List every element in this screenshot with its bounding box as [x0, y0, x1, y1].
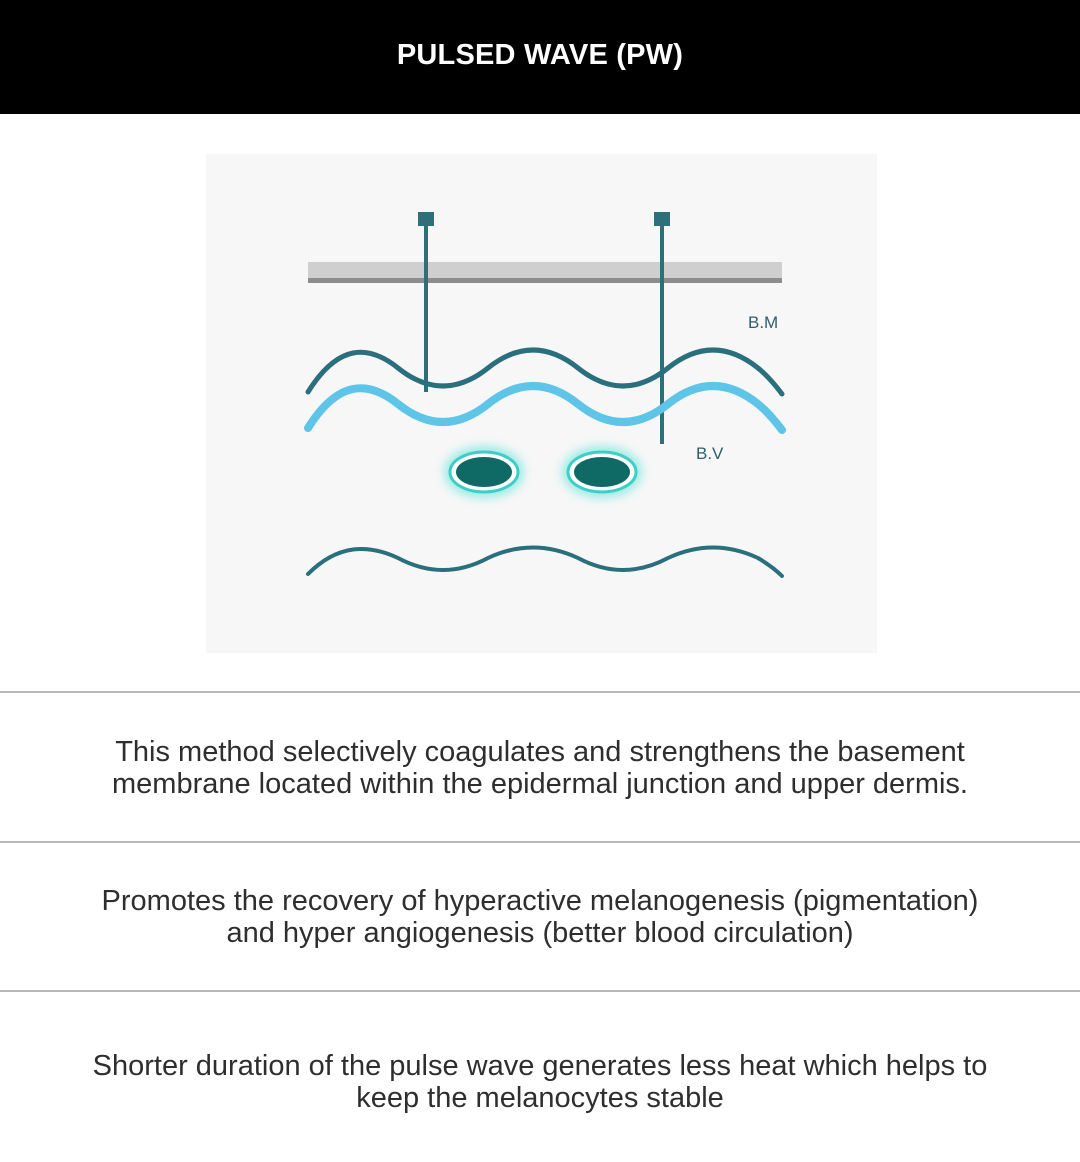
paragraph-3 [40, 1050, 1040, 1114]
paragraph-1 [40, 736, 1040, 800]
page-title: PULSED WAVE (PW) [396, 38, 684, 71]
blood-vessel-right [562, 446, 642, 498]
divider-3 [0, 990, 1080, 992]
paragraph-1-line-1: This method selectively coagulates and strengthens the basement [115, 736, 965, 768]
epidermis-layer-bar [308, 262, 782, 280]
label-bm: B.M [748, 313, 779, 332]
label-bv: B.V [696, 444, 724, 463]
paragraph-2 [40, 885, 1040, 949]
epidermis-layer-edge [308, 278, 782, 283]
paragraph-2-line-2: and hyper angiogenesis (better blood circulation) [226, 917, 854, 949]
blood-vessel-wave [308, 386, 782, 430]
dermis-wave [308, 548, 782, 577]
paragraph-3-line-2: keep the melanocytes stable [356, 1082, 724, 1114]
header-bar [0, 0, 1080, 114]
needle-left [418, 212, 434, 392]
divider-1 [0, 691, 1080, 693]
diagram-svg [206, 154, 877, 653]
paragraph-2-line-1: Promotes the recovery of hyperactive melanogenesis (pigmentation) [101, 885, 979, 917]
paragraph-3-line-1: Shorter duration of the pulse wave generates less heat which helps to [92, 1050, 988, 1082]
blood-vessel-left [444, 446, 524, 498]
pulsed-wave-diagram [206, 154, 877, 653]
divider-2 [0, 841, 1080, 843]
paragraph-1-line-2: membrane located within the epidermal junction and upper dermis. [112, 768, 968, 800]
